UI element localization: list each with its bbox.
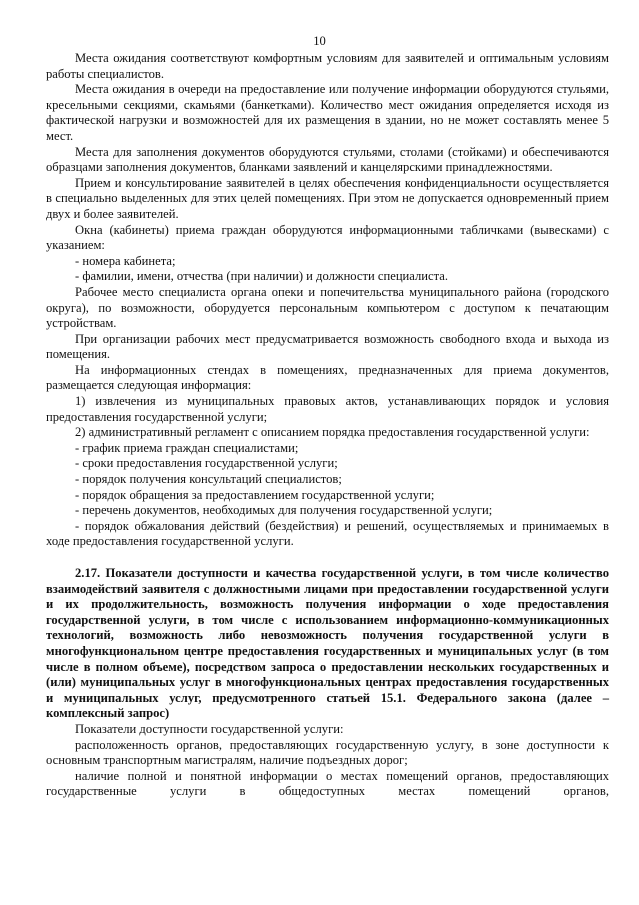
list-item-deadlines: - сроки предоставления государственной услуги; xyxy=(75,456,338,471)
paragraph-information-availability: наличие полной и понятной информации о местах помещений органов, предоставляющих государственные услуги в общедоступных местах помещений органов, xyxy=(46,768,609,799)
section-gap xyxy=(46,550,609,566)
paragraph-free-access: При организации рабочих мест предусматривается возможность свободного входа и выхода из помещения. xyxy=(46,331,609,362)
paragraph-info-stands: На информационных стендах в помещениях, предназначенных для приема документов, размещается следующая информация: xyxy=(46,362,609,393)
list-item-specialist-name: - фамилии, имени, отчества (при наличии) и должности специалиста. xyxy=(75,269,449,284)
section-heading-2-17: 2.17. Показатели доступности и качества государственной услуги, в том числе количество взаимодействий заявителя с должностными лицами при предоставлении государственной услуги и их продолжительность, возможность получения информации о ходе предоставления государственной услуги, в том числе с использованием информационно-коммуникационных технологий, возможность либо невозможность получения государственной услуги в многофункциональном центре предоставления государственных и муниципальных услуг (в том числе в полном объеме), посредством запроса о предоставлении нескольких государственных и (или) муниципальных услуг в многофункциональных центрах предоставления государственных и муниципальных услуг, предусмотренного статьей 15.1. Федерального закона (далее – комплексный запрос) xyxy=(46,566,609,721)
list-item-consultations: - порядок получения консультаций специалистов; xyxy=(75,472,342,487)
list-item-legal-acts: 1) извлечения из муниципальных правовых актов, устанавливающих порядок и условия предоставления государственной услуги; xyxy=(46,394,609,424)
list-item-application-order: - порядок обращения за предоставлением государственной услуги; xyxy=(75,487,435,502)
paragraph-waiting-equipment: Места ожидания в очереди на предоставление или получение информации оборудуются стульями, кресельными секциями, скамьями (банкетками). Количество мест ожидания определяется исходя из фактической нагрузки и возможностей для их размещения в здании, но не может составлять менее 5 мест. xyxy=(46,82,609,143)
list-item-cabinet-number: - номера кабинета; xyxy=(75,253,176,268)
paragraph-workplace: Рабочее место специалиста органа опеки и попечительства муниципального района (городского округа), по возможности, оборудуется персональным компьютером с доступом к печатающим устройствам. xyxy=(46,284,609,331)
paragraph-document-filling: Места для заполнения документов оборудуются стульями, столами (стойками) и обеспечиваются образцами заполнения документов, бланками заявлений и канцелярскими принадлежностями. xyxy=(46,144,609,175)
paragraph-transport-access: расположенность органов, предоставляющих государственную услугу, в зоне доступности к основным транспортным магистралям, наличие подъездных дорог; xyxy=(46,737,609,768)
page-number: 10 xyxy=(313,34,326,48)
list-item-schedule: - график приема граждан специалистами; xyxy=(75,440,299,455)
list-item-admin-regulation: 2) административный регламент с описанием порядка предоставления государственной услуги: xyxy=(75,425,590,440)
paragraph-accessibility-indicators: Показатели доступности государственной услуги: xyxy=(75,721,344,736)
paragraph-waiting-comfort: Места ожидания соответствуют комфортным условиям для заявителей и оптимальным условиям работы специалистов. xyxy=(46,51,609,81)
paragraph-windows-signs: Окна (кабинеты) приема граждан оборудуются информационными табличками (вывесками) с указанием: xyxy=(46,222,609,253)
paragraph-consulting: Прием и консультирование заявителей в целях обеспечения конфиденциальности осуществляется в специально выделенных для этих целей помещениях. При этом не допускается одновременный прием двух и более заявителей. xyxy=(46,175,609,221)
list-item-documents-list: - перечень документов, необходимых для получения государственной услуги; xyxy=(75,503,493,518)
document-body xyxy=(46,51,609,800)
list-item-appeal-procedure: - порядок обжалования действий (бездействия) и решений, осуществляемых и принимаемых в ходе предоставления государственной услуги. xyxy=(46,518,609,549)
